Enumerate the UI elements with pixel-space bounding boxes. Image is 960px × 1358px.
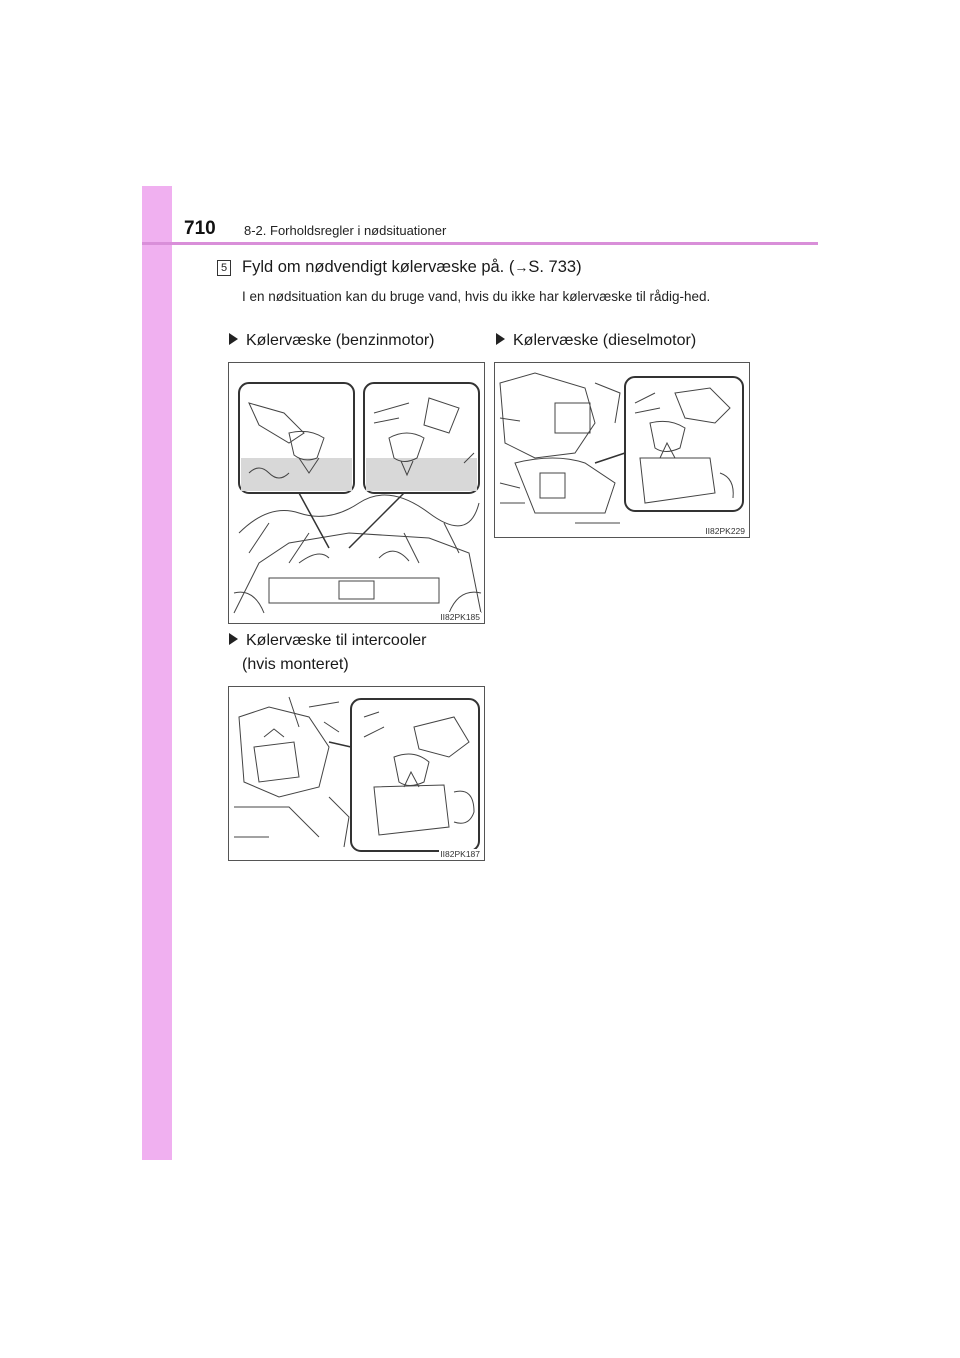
caption-intercooler-line1: Kølervæske til intercooler [246, 632, 427, 649]
figure-code-petrol: II82PK185 [440, 612, 480, 622]
step-heading-text: Fyld om nødvendigt kølervæske på. ( [242, 258, 515, 276]
figure-code-diesel: II82PK229 [705, 526, 745, 536]
diesel-engine-illustration [495, 363, 749, 537]
arrow-right-icon: → [514, 259, 529, 275]
triangle-bullet-icon [496, 333, 505, 345]
chapter-side-tab [142, 186, 172, 1160]
caption-intercooler [229, 629, 427, 677]
page-reference-link[interactable]: S. 733) [528, 258, 582, 276]
figure-petrol-engine [228, 362, 485, 624]
caption-diesel-text: Kølervæske (dieselmotor) [513, 332, 697, 349]
caption-intercooler-line2: (hvis monteret) [242, 656, 349, 673]
triangle-bullet-icon [229, 633, 238, 645]
step-number-badge: 5 [217, 260, 231, 276]
caption-petrol [229, 329, 435, 353]
petrol-engine-illustration [229, 363, 484, 623]
figure-diesel-engine [494, 362, 750, 538]
page-number: 710 [184, 218, 216, 239]
triangle-bullet-icon [229, 333, 238, 345]
caption-diesel [496, 329, 696, 353]
figure-code-intercooler: II82PK187 [440, 849, 480, 859]
step-note: I en nødsituation kan du bruge vand, hvis du ikke har kølervæske til rådig-hed. [242, 289, 711, 304]
section-title: 8-2. Forholdsregler i nødsituationer [244, 223, 447, 238]
intercooler-illustration [229, 687, 484, 860]
header-divider [142, 242, 818, 245]
figure-intercooler [228, 686, 485, 861]
step-heading [242, 258, 582, 277]
caption-petrol-text: Kølervæske (benzinmotor) [246, 332, 435, 349]
